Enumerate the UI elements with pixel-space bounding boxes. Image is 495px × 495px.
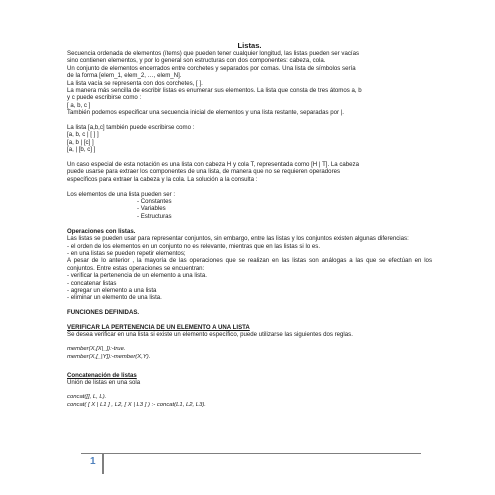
concat-rule: concat( [ X | L1 ] , L2, [ X | L3 ] ) :- concat(L1, L2, L3).	[67, 401, 206, 408]
abc-form: [a, | [b, c] ]	[67, 146, 96, 154]
concat-text: Unión de listas en una sola	[67, 379, 141, 387]
footer-divider	[81, 453, 421, 454]
element-type-item: - Constantes	[137, 198, 172, 206]
page-number: 1	[90, 456, 96, 467]
intro-line: de la forma [elem_1, elem_2, …, elem_N].	[67, 72, 182, 80]
abc-form: [a, b | [c] ]	[67, 138, 94, 146]
page-body	[67, 41, 432, 409]
page-footer	[81, 453, 421, 475]
intro-line: [ a, b, c ]	[67, 101, 91, 109]
head-tail-line: puede usarse para extraer los componentes de una lista, de manera que no se requieren operadores	[67, 168, 341, 176]
operation-item: - agregar un elemento a una lista	[67, 286, 157, 294]
intro-line: sino contienen elementos, y por lo general son estructuras con dos componentes: cabeza, cola.	[67, 57, 326, 65]
intro-line: Un conjunto de elementos encerrados entre corchetes y separados por comas. Una lista de símbolos sería	[67, 64, 356, 72]
operations-paragraph: A pesar de lo anterior , la mayoría de las operaciones que se realizan en las listas son análogas a las que se efectúan en los conjuntos. Entre estas operaciones se encuentran:	[67, 257, 432, 272]
element-type-item: - Variables	[137, 205, 166, 213]
member-rule: member(X,[_|Y]):-member(X,Y).	[67, 353, 151, 360]
operation-item: - verificar la pertenencia de un elemento a una lista.	[67, 272, 207, 280]
concat-heading: Concatenación de listas	[67, 371, 137, 379]
elements-intro: Los elementos de una lista pueden ser :	[67, 190, 176, 198]
verify-text: Se desea verificar en una lista si existe un elemento específico, puede utilizarse las siguientes dos reglas.	[67, 331, 353, 339]
abc-form: [a, b, c | [ ] ]	[67, 131, 99, 139]
concat-rule: concat([], L, L).	[67, 394, 107, 401]
footer-vertical-divider	[102, 454, 104, 474]
operations-difference: - el orden de los elementos en un conjunto no es relevante, mientras que en las listas si lo es.	[67, 242, 321, 250]
intro-line: y c puede escribirse como :	[67, 94, 142, 102]
element-type-item: - Estructuras	[137, 212, 172, 220]
page-title: Listas.	[237, 41, 262, 50]
intro-line: La manera más sencilla de escribir listas es enumerar sus elementos. La lista que consta de tres átomos a, b	[67, 87, 362, 95]
member-rule: member(X,[X|_]):-true.	[67, 346, 126, 353]
operations-difference: - en una listas se pueden repetir elementos;	[67, 249, 186, 257]
intro-line: También podemos especificar una secuencia inicial de elementos y una lista restante, separadas por |.	[67, 109, 344, 117]
intro-line: Secuencia ordenada de elementos (ítems) que pueden tener cualquier longitud, las listas pueden ser vacías	[67, 50, 360, 57]
head-tail-line: específicos para extraer la cabeza y la cola. La solución a la consulta :	[67, 175, 258, 183]
operation-item: - eliminar un elemento de una lista.	[67, 294, 162, 302]
operations-paragraph: Las listas se pueden usar para representar conjuntos, sin embargo, entre las listas y los conjuntos existen algunas diferencias:	[67, 235, 409, 243]
head-tail-line: Un caso especial de esta notación es una lista con cabeza H y cola T, representada como [H | T]. La cabeza	[67, 161, 359, 169]
intro-line: La lista vacía se representa con dos corchetes, [ ].	[67, 79, 203, 87]
operation-item: - concatenar listas	[67, 279, 117, 287]
verify-heading: VERIFICAR LA PERTENENCIA DE UN ELEMENTO A UNA LISTA	[67, 323, 250, 331]
functions-heading: FUNCIONES DEFINIDAS.	[67, 309, 140, 317]
abc-intro: La lista [a,b,c] también puede escribirse como :	[67, 124, 195, 132]
operations-heading: Operaciones con listas.	[67, 227, 136, 235]
